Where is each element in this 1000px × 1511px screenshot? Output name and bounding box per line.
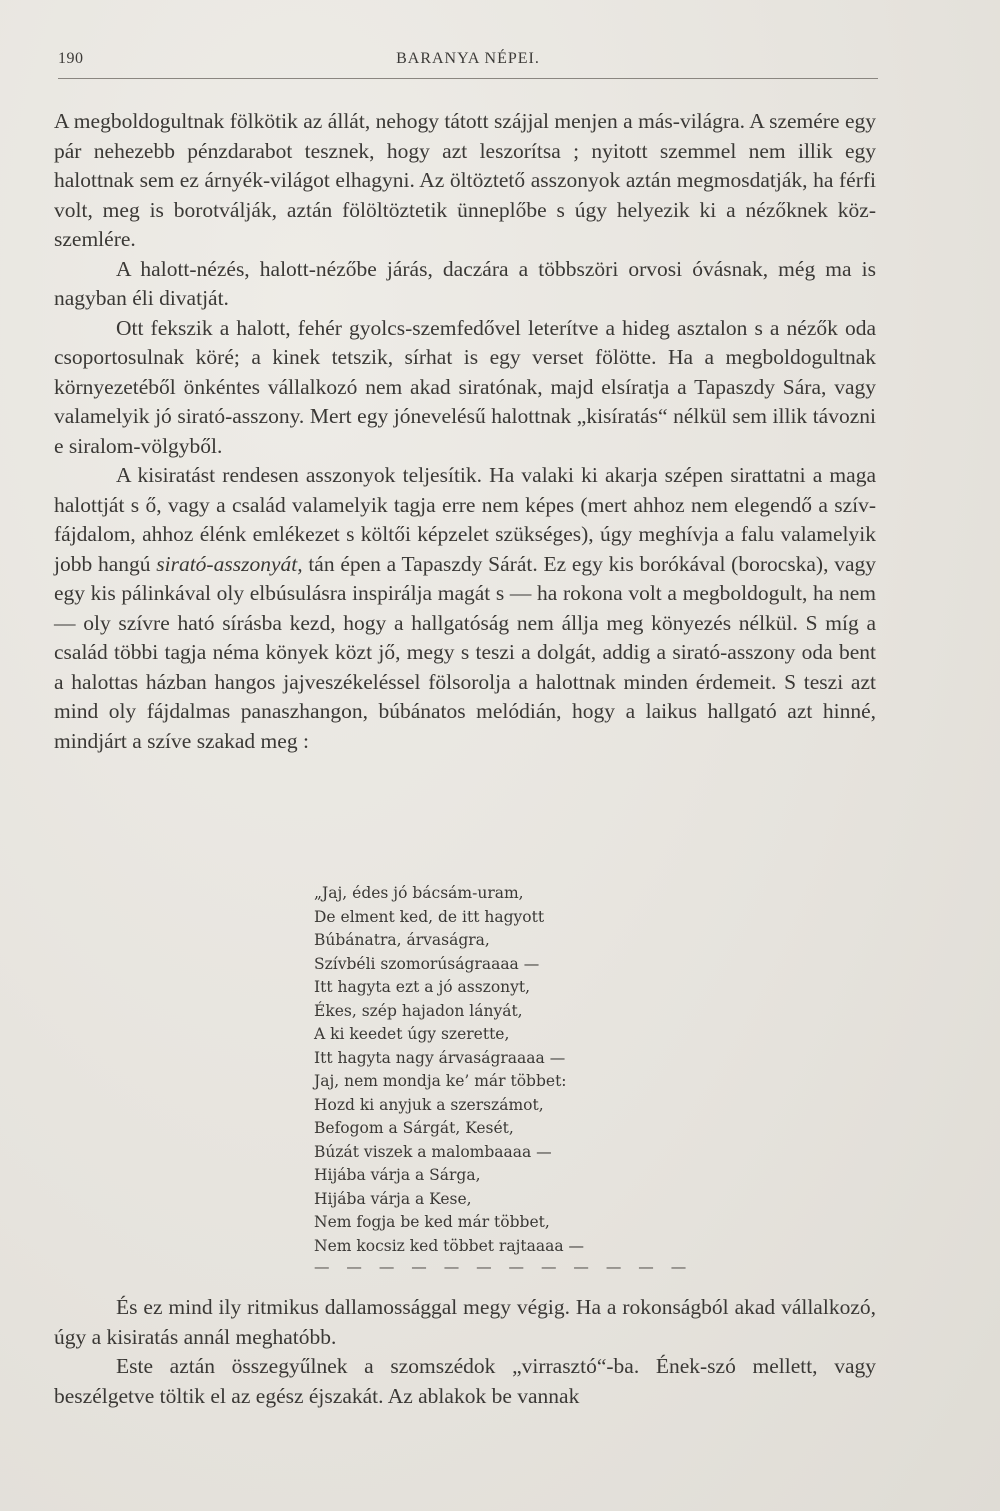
- poem-line: Búbánatra, árvaságra,: [314, 931, 490, 949]
- paragraph: És ez mind ily ritmikus dallamossággal megy végig. Ha a rokonságból akad vállalkozó, úgy a kisiratás annál meghatóbb.: [54, 1295, 876, 1349]
- poem-line: Szívbéli szomorúságraaaa —: [314, 954, 540, 973]
- poem-line: Itt hagyta ezt a jó asszonyt,: [314, 978, 531, 996]
- paragraph-text: A kisiratást rendesen asszonyok teljesítik. Ha valaki ki akarja szépen sirattatni a maga halottját s ő, vagy a család valamelyik tagja erre nem képes (mert ahhoz nem elegendő a szív-fájdalom, ahhoz élénk emlékezet s költői képzelet szükséges), úgy meghívja a falu valamelyik jobb hangú: [54, 463, 876, 576]
- poem-line: Befogom a Sárgát, Kesét,: [314, 1119, 514, 1137]
- poem-line: Ékes, szép hajadon lányát,: [314, 1001, 523, 1020]
- poem-line: Itt hagyta nagy árvaságraaaa —: [314, 1048, 566, 1067]
- paragraph: A megboldogultnak fölkötik az állát, nehogy tátott szájjal menjen a más-világra. A szemére egy pár nehezebb pénzdarabot tesznek, hogy azt leszorítsa ; nyitott szemmel nem illik egy halottnak sem ez árnyék-világot elhagyni. Az öltöztető asszonyok aztán megmosdatják, ha férfi volt, meg is borotválják, aztán fölöltöztetik ünneplőbe s úgy helyezik ki a nézőknek köz-szemlére.: [54, 109, 876, 251]
- paragraph: [54, 461, 876, 756]
- poem-line: „Jaj, édes jó bácsám-uram,: [314, 884, 524, 902]
- poem-line: De elment ked, de itt hagyott: [314, 907, 545, 926]
- poem-line: Hijába várja a Sárga,: [314, 1166, 481, 1184]
- poem-line: Nem fogja be ked már többet,: [314, 1213, 550, 1231]
- poem-line: Hozd ki anyjuk a szerszámot,: [314, 1095, 544, 1114]
- lament-poem: [314, 882, 693, 1280]
- page-number: 190: [58, 50, 84, 67]
- paragraph: Ott fekszik a halott, fehér gyolcs-szemfedővel leterítve a hideg asztalon s a nézők oda csoportosulnak köré; a kinek tetszik, sírhat is egy verset fölötte. Ha a megboldogultnak környezetéből önkéntes vállalkozó nem akad siratónak, majd elsíratja a Tapaszdy Sára, vagy valamelyik jó sirató-asszony. Mert egy jónevelésű halottnak „kisíratás“ nélkül sem illik távozni e siralom-völgyből.: [54, 315, 876, 458]
- poem-line: Jaj, nem mondja ke’ már többet:: [314, 1072, 567, 1090]
- paragraph: Este aztán összegyűlnek a szomszédok „virrasztó“-ba. Ének-szó mellett, vagy beszélgetve töltik el az egész éjszakát. Az ablakok be vannak: [54, 1354, 876, 1408]
- poem-line: Hijába várja a Kese,: [314, 1189, 472, 1208]
- running-head: [58, 48, 878, 79]
- running-title: BARANYA NÉPEI.: [396, 50, 540, 67]
- italic-term: sirató-asszonyát,: [156, 551, 303, 576]
- poem-dash-rule: — — — — — — — — — — — —: [314, 1258, 693, 1276]
- poem-line: Nem kocsiz ked többet rajtaaaa —: [314, 1236, 584, 1255]
- poem-line: A ki keedet úgy szerette,: [314, 1025, 510, 1043]
- body-text: [54, 107, 876, 756]
- paragraph: A halott-nézés, halott-nézőbe járás, daczára a többszöri orvosi óvásnak, még ma is nagyban éli divatját.: [54, 256, 876, 310]
- paragraph-text: tán épen a Tapaszdy Sárát. Ez egy kis borókával (borocska), vagy egy kis pálinkával oly elbúsulásra inspirálja magát s — ha rokona volt a megboldogult, ha nem — oly szívre ható sírásba kezd, hogy a hallgatóság nem állja meg könyezés nélkül. S míg a család többi tagja néma könyek közt jő, megy s teszi a dolgát, addig a sirató-asszony oda bent a halottas házban hangos jajveszékeléssel fölsorolja a halottnak minden érdemeit. S teszi azt mind oly fájdalmas panaszhangon, búbánatos melódián, hogy a laikus hallgató azt hinné, mindjárt a szíve szakad meg :: [54, 551, 876, 753]
- poem-line: Búzát viszek a malombaaaa —: [314, 1142, 552, 1161]
- closing-text: [54, 1293, 876, 1411]
